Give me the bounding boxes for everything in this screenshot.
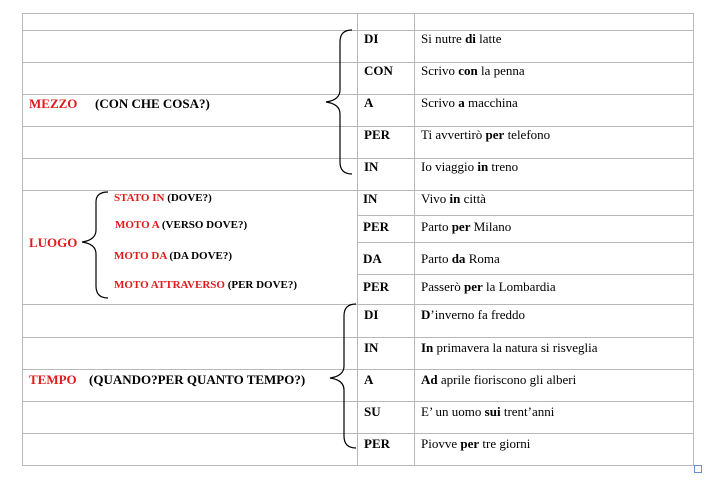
- tempo-example-a: Ad aprile fioriscono gli alberi: [421, 372, 577, 387]
- luogo-example-in: Vivo in città: [421, 191, 486, 206]
- luogo-sub-moto-a: MOTO A (VERSO DOVE?): [115, 219, 248, 231]
- mezzo-prep-a: A: [364, 95, 374, 110]
- table-resize-handle[interactable]: [694, 465, 702, 473]
- luogo-prep-per: PER: [363, 219, 389, 234]
- mezzo-example-di: Si nutre di latte: [421, 31, 502, 46]
- tempo-category: TEMPO: [29, 372, 77, 387]
- luogo-example-da: Parto da Roma: [421, 251, 500, 266]
- mezzo-category: MEZZO: [29, 96, 78, 111]
- tempo-example-per: Piovve per tre giorni: [421, 436, 531, 451]
- tempo-example-di: D’inverno fa freddo: [421, 307, 525, 322]
- mezzo-prep-in: IN: [364, 159, 379, 174]
- mezzo-example-per: Ti avvertirò per telefono: [421, 127, 551, 142]
- tempo-prep-in: IN: [364, 340, 379, 355]
- mezzo-example-a: Scrivo a macchina: [421, 95, 518, 110]
- luogo-category: LUOGO: [29, 235, 78, 250]
- tempo-example-in: In primavera la natura si risveglia: [421, 340, 598, 355]
- luogo-example-per-2: Passerò per la Lombardia: [421, 279, 556, 294]
- mezzo-example-in: Io viaggio in treno: [421, 159, 519, 174]
- tempo-brace: [326, 302, 366, 462]
- mezzo-prep-con: CON: [364, 63, 393, 78]
- luogo-prep-per-2: PER: [363, 279, 389, 294]
- luogo-sub-moto-attraverso: MOTO ATTRAVERSO (PER DOVE?): [114, 279, 298, 291]
- mezzo-prep-per: PER: [364, 127, 390, 142]
- luogo-prep-da: DA: [363, 251, 382, 266]
- tempo-example-su: E’ un uomo sui trent’anni: [421, 404, 555, 419]
- luogo-prep-in: IN: [363, 191, 378, 206]
- tempo-prep-di: DI: [364, 307, 379, 322]
- luogo-sub-stato-in: STATO IN (DOVE?): [114, 192, 212, 204]
- mezzo-prep-di: DI: [364, 31, 379, 46]
- mezzo-example-con: Scrivo con la penna: [421, 63, 525, 78]
- tempo-prep-a: A: [364, 372, 374, 387]
- tempo-question: (QUANDO?PER QUANTO TEMPO?): [89, 372, 306, 387]
- luogo-sub-moto-da: MOTO DA (DA DOVE?): [114, 250, 233, 262]
- mezzo-question: (CON CHE COSA?): [95, 96, 210, 111]
- tempo-prep-su: SU: [364, 404, 381, 419]
- tempo-prep-per: PER: [364, 436, 390, 451]
- luogo-example-per: Parto per Milano: [421, 219, 512, 234]
- mezzo-brace: [322, 28, 362, 188]
